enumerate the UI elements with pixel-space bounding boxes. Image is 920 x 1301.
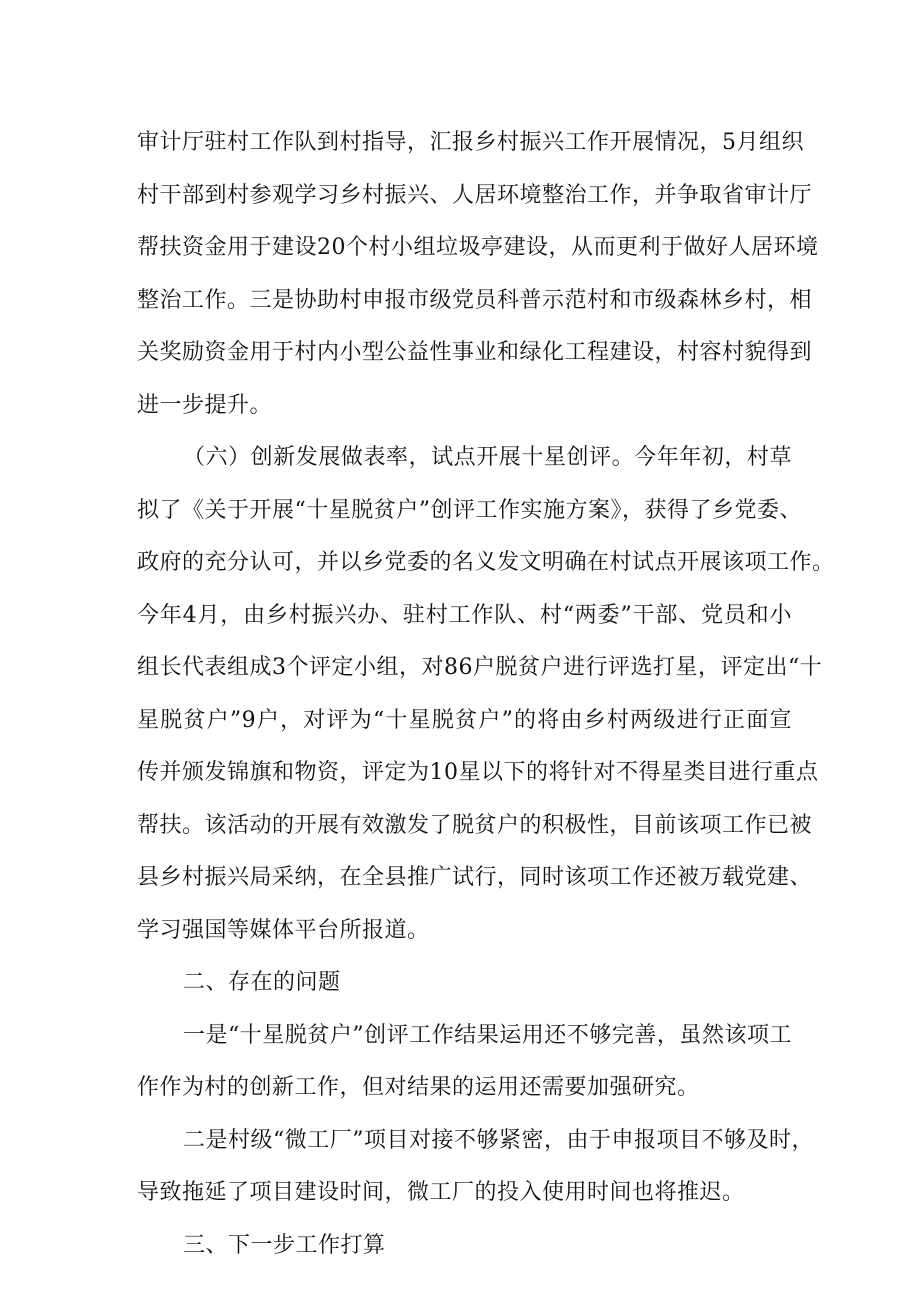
body-text-line: 帮扶资金用于建设20个村小组垃圾亭建设，从而更利于做好人居环境 — [137, 235, 819, 260]
body-text-line: 拟了《关于开展“十星脱贫户”创评工作实施方案》，获得了乡党委、 — [137, 498, 802, 523]
body-text-line: 传并颁发锦旗和物资，评定为10星以下的将针对不得星类目进行重点 — [137, 760, 819, 785]
section-heading: 二、存在的问题 — [183, 970, 341, 995]
body-text-line: 进一步提升。 — [137, 393, 273, 418]
section-heading-line: （六）创新发展做表率，试点开展十星创评。今年年初，村草 — [183, 445, 792, 470]
section-heading: 三、下一步工作打算 — [183, 1233, 386, 1258]
body-text-line: 导致拖延了项目建设时间，微工厂的投入使用时间也将推迟。 — [137, 1180, 745, 1205]
body-text-line: 审计厅驻村工作队到村指导，汇报乡村振兴工作开展情况，5月组织 — [137, 130, 804, 155]
body-text-line: 今年4月，由乡村振兴办、驻村工作队、村“两委”干部、党员和小 — [137, 603, 792, 628]
body-text-line: 帮扶。该活动的开展有效激发了脱贫户的积极性，目前该项工作已被 — [137, 813, 813, 838]
body-text-line: 学习强国等媒体平台所报道。 — [137, 918, 430, 943]
body-text-line: 组长代表组成3个评定小组，对86户脱贫户进行评选打星，评定出“十 — [137, 655, 823, 680]
body-text-line: 关奖励资金用于村内小型公益性事业和绿化工程建设，村容村貌得到 — [137, 340, 813, 365]
body-text-line: 一是“十星脱贫户”创评工作结果运用还不够完善，虽然该项工 — [183, 1023, 792, 1048]
body-text-line: 作作为村的创新工作，但对结果的运用还需要加强研究。 — [137, 1075, 700, 1100]
body-text-line: 政府的充分认可，并以乡党委的名义发文明确在村试点开展该项工作。 — [137, 550, 835, 575]
body-text-line: 村干部到村参观学习乡村振兴、人居环境整治工作，并争取省审计厅 — [137, 183, 813, 208]
body-text-line: 整治工作。三是协助村申报市级党员科普示范村和市级森林乡村，相 — [137, 288, 813, 313]
body-text-line: 星脱贫户”9户，对评为“十星脱贫户”的将由乡村两级进行正面宣 — [137, 708, 792, 733]
body-text-line: 县乡村振兴局采纳，在全县推广试行，同时该项工作还被万载党建、 — [137, 865, 813, 890]
body-text-line: 二是村级“微工厂”项目对接不够紧密，由于申报项目不够及时， — [183, 1128, 814, 1153]
